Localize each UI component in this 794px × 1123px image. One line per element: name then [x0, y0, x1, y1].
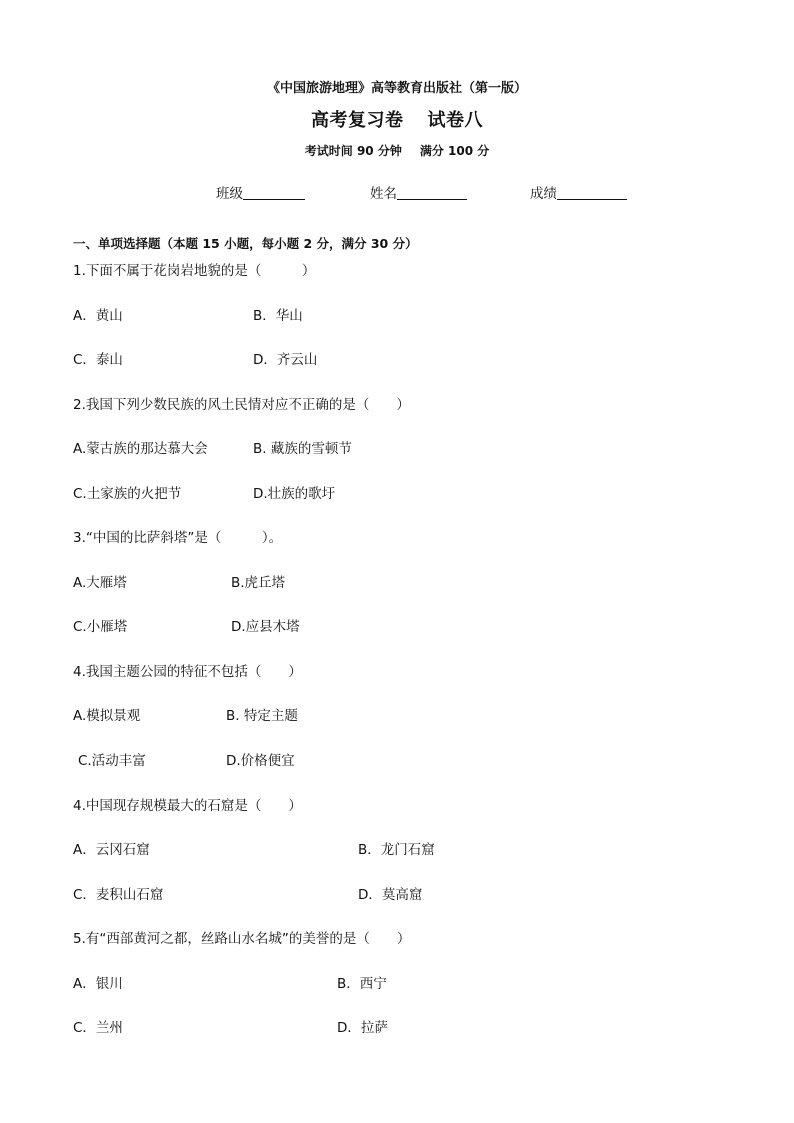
class-field[interactable] — [216, 182, 305, 202]
question-option[interactable]: A．云冈石窟 — [73, 842, 150, 858]
question-option[interactable]: B．西宁 — [337, 976, 387, 992]
section-title: 一、单项选择题（本题 15 小题，每小题 2 分，满分 30 分） — [73, 236, 418, 251]
exam-title-right: 试卷八 — [427, 110, 483, 131]
question-option[interactable]: C．麦积山石窟 — [73, 887, 164, 903]
exam-title — [0, 106, 794, 132]
question-option[interactable]: D．拉萨 — [337, 1020, 388, 1036]
question-stem: 5.有“西部黄河之都，丝路山水名城”的美誉的是（ ） — [73, 931, 411, 947]
question-option[interactable]: B.虎丘塔 — [231, 575, 286, 591]
name-label: 姓名 — [370, 186, 397, 202]
question-option[interactable]: A.蒙古族的那达慕大会 — [73, 441, 208, 457]
exam-meta — [0, 142, 794, 159]
question-option[interactable]: B．龙门石窟 — [358, 842, 435, 858]
question-option[interactable]: C.活动丰富 — [78, 753, 146, 769]
class-label: 班级 — [216, 186, 243, 202]
question-option[interactable]: D．齐云山 — [253, 352, 318, 368]
publisher-line: 《中国旅游地理》高等教育出版社（第一版） — [266, 81, 527, 96]
question-option[interactable]: C.土家族的火把节 — [73, 486, 182, 502]
name-field[interactable] — [370, 182, 467, 202]
question-option[interactable]: D.壮族的歌圩 — [253, 486, 336, 502]
question-option[interactable]: C.小雁塔 — [73, 619, 128, 635]
question-option[interactable]: A.模拟景观 — [73, 708, 141, 724]
question-option[interactable]: D.应县木塔 — [231, 619, 300, 635]
score-field[interactable] — [530, 182, 627, 202]
name-blank[interactable] — [397, 185, 467, 200]
question-option[interactable]: B. 藏族的雪顿节 — [253, 441, 352, 457]
question-option[interactable]: D．莫高窟 — [358, 887, 423, 903]
question-option[interactable]: D.价格便宜 — [226, 753, 295, 769]
question-stem: 3.“中国的比萨斜塔”是（ ）。 — [73, 530, 283, 546]
exam-title-left: 高考复习卷 — [311, 110, 404, 131]
question-option[interactable]: B. 特定主题 — [226, 708, 298, 724]
question-option[interactable]: C．泰山 — [73, 352, 123, 368]
question-option[interactable]: A．黄山 — [73, 308, 123, 324]
exam-full-score: 满分 100 分 — [419, 144, 490, 158]
exam-time: 考试时间 90 分钟 — [304, 144, 402, 158]
question-stem: 4.我国主题公园的特征不包括（ ） — [73, 664, 302, 680]
question-stem: 2.我国下列少数民族的风土民情对应不正确的是（ ） — [73, 397, 410, 413]
question-stem: 4.中国现存规模最大的石窟是（ ） — [73, 798, 302, 814]
question-option[interactable]: A.大雁塔 — [73, 575, 127, 591]
score-label: 成绩 — [530, 186, 557, 202]
class-blank[interactable] — [243, 185, 305, 200]
question-stem: 1.下面不属于花岗岩地貌的是（ ） — [73, 263, 316, 279]
question-option[interactable]: B．华山 — [253, 308, 303, 324]
question-option[interactable]: C．兰州 — [73, 1020, 123, 1036]
score-blank[interactable] — [557, 185, 627, 200]
question-option[interactable]: A．银川 — [73, 976, 123, 992]
